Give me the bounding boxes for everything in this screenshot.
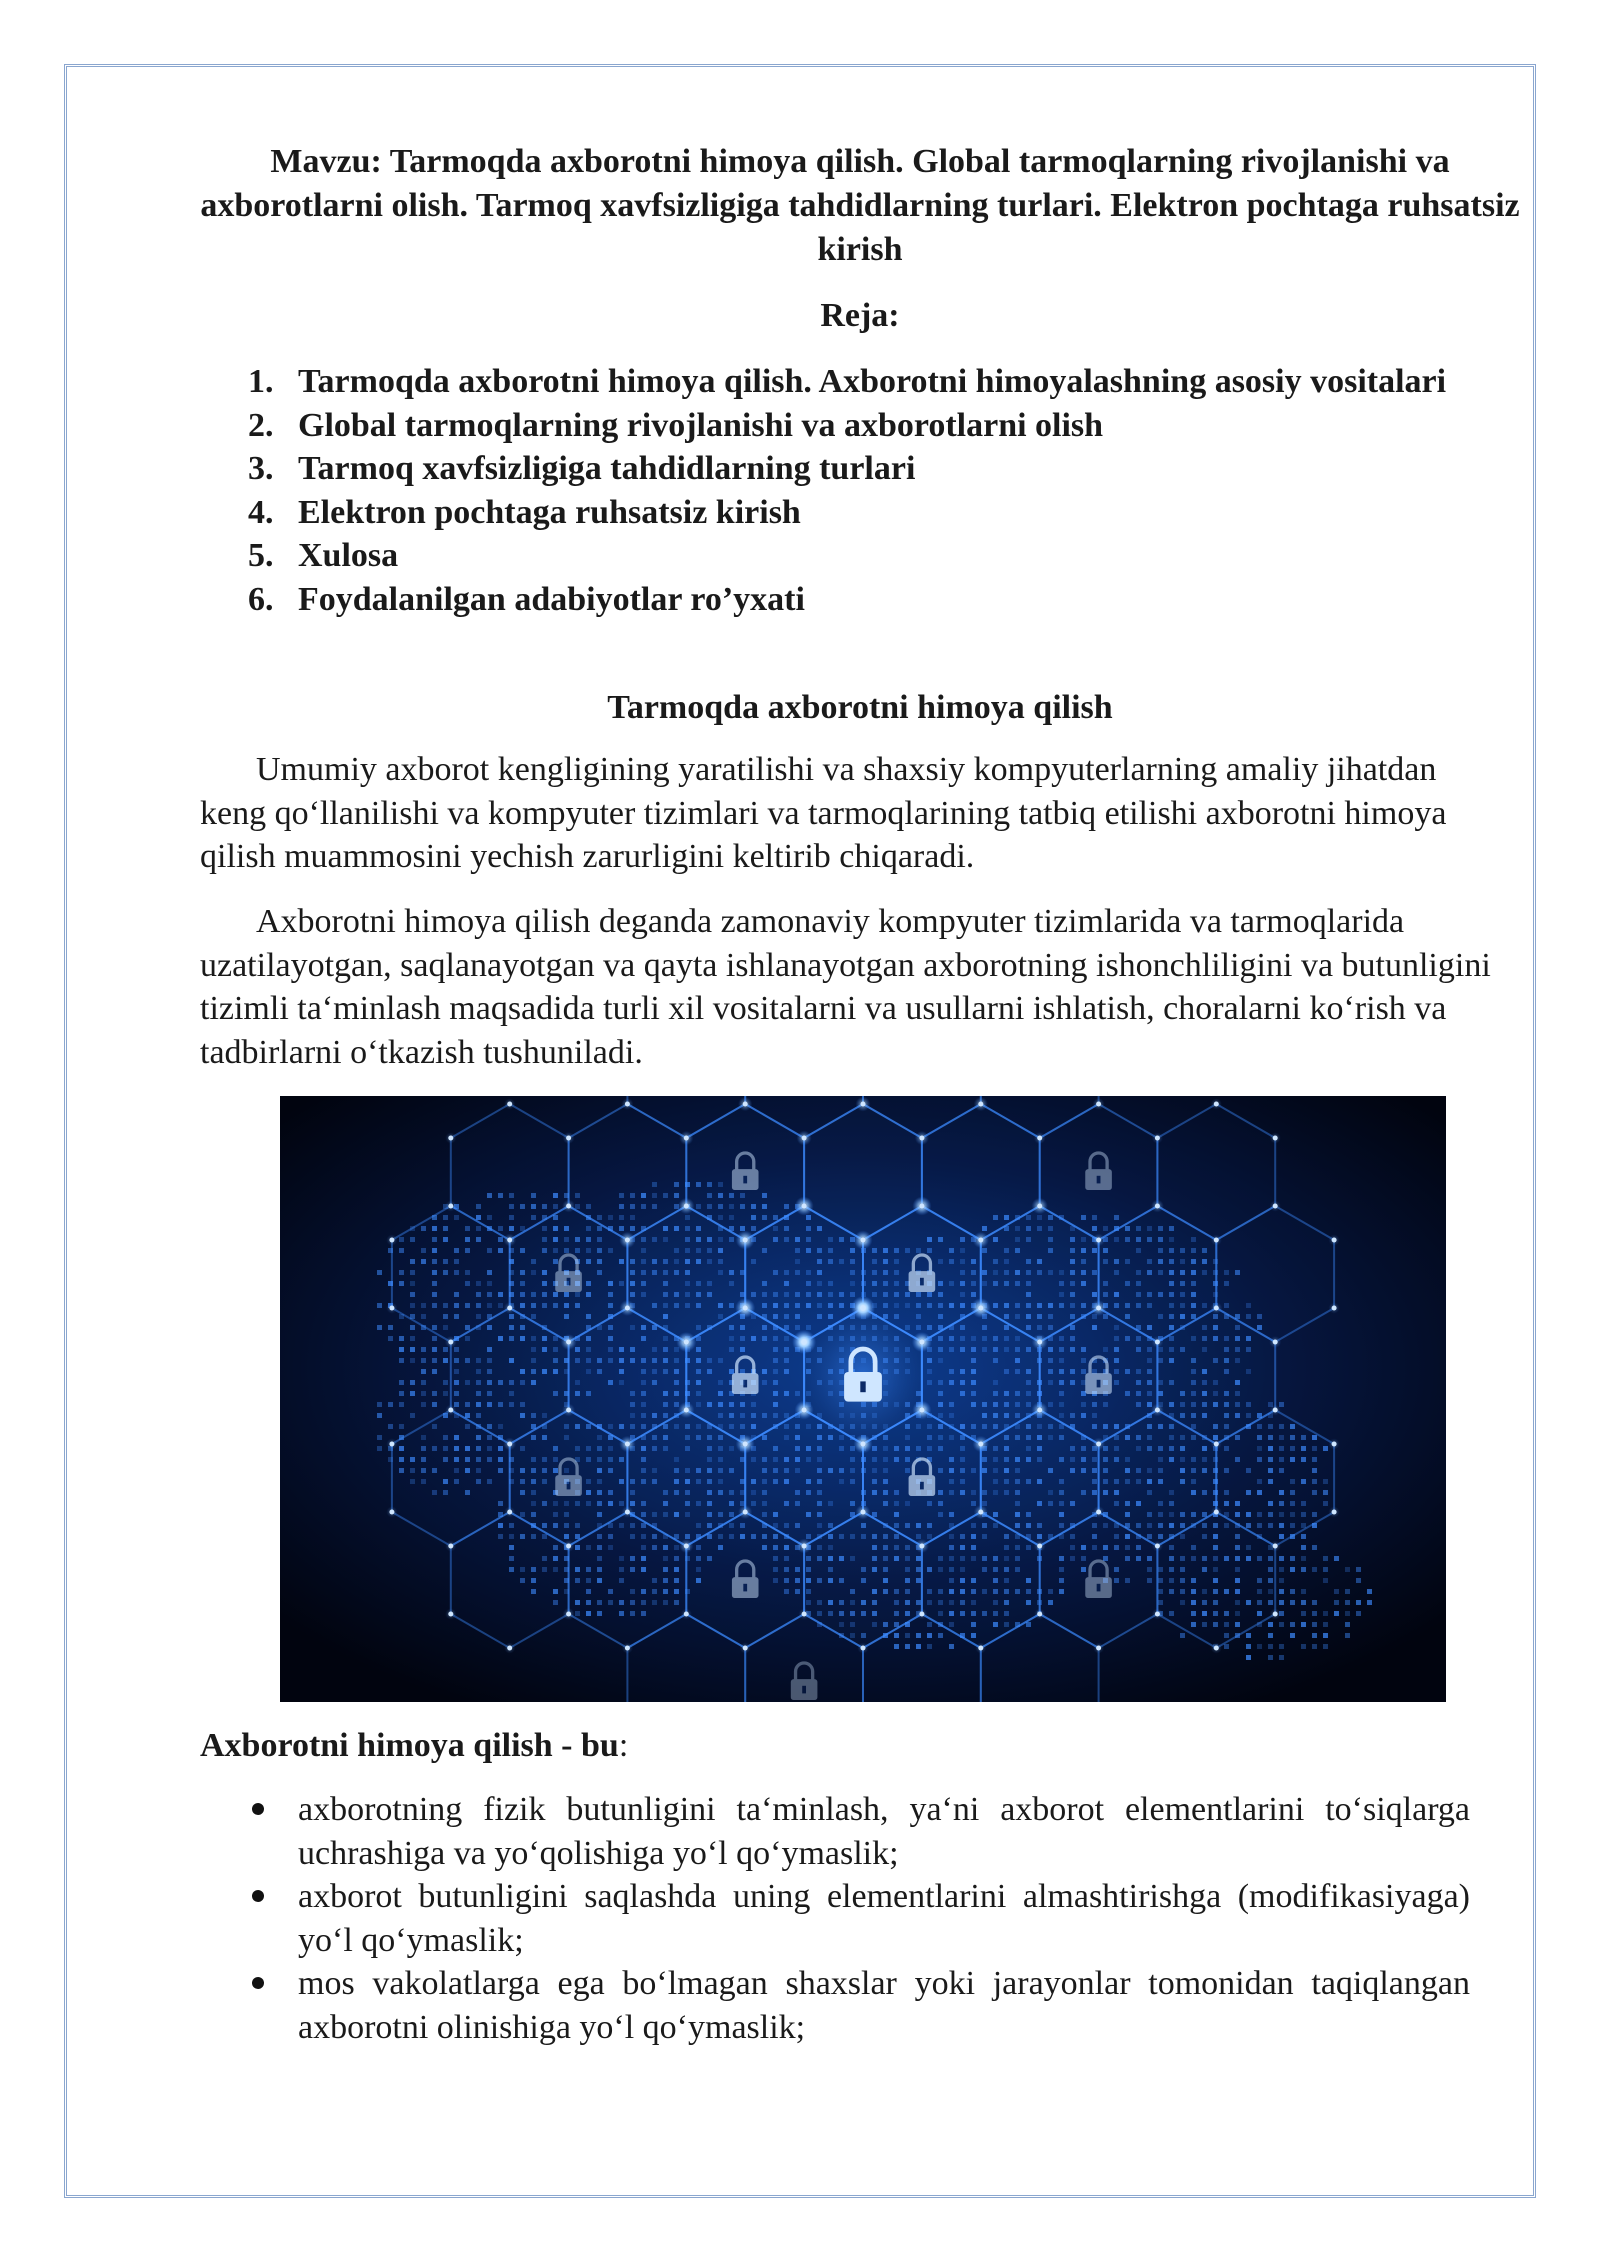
network-node xyxy=(684,1612,689,1617)
map-dot xyxy=(1301,1556,1306,1561)
network-node xyxy=(1155,1544,1160,1549)
network-node xyxy=(1096,1442,1101,1447)
plan-item-number: 2. xyxy=(248,406,274,444)
map-dot xyxy=(432,1336,437,1341)
map-dot xyxy=(1345,1567,1350,1572)
network-node xyxy=(1214,1306,1219,1311)
network-node xyxy=(919,1136,924,1141)
network-node xyxy=(861,1646,866,1651)
network-node xyxy=(566,1408,571,1413)
map-dot xyxy=(1279,1622,1284,1627)
network-node xyxy=(684,1340,689,1345)
map-dot xyxy=(443,1358,448,1363)
map-dot xyxy=(377,1325,382,1330)
map-dot xyxy=(443,1347,448,1352)
network-node xyxy=(448,1340,453,1345)
network-node xyxy=(448,1612,453,1617)
map-dot xyxy=(1268,1644,1273,1649)
map-dot xyxy=(1367,1589,1372,1594)
network-node xyxy=(1332,1306,1337,1311)
network-node xyxy=(1037,1408,1042,1413)
map-dot xyxy=(399,1347,404,1352)
list-item-text: axborotning fizik butunligini ta‘minlash, ya‘ni axborot elementlarini to‘siqlarga uchrashiga va yo‘qolishiga yo‘l qo‘ymaslik; xyxy=(298,1791,1470,1872)
map-dot xyxy=(1301,1567,1306,1572)
network-node xyxy=(1214,1510,1219,1515)
network-node xyxy=(625,1306,630,1311)
map-dot xyxy=(443,1380,448,1385)
network-node xyxy=(1155,1408,1160,1413)
network-node xyxy=(1273,1340,1278,1345)
network-node xyxy=(978,1238,983,1243)
map-dot xyxy=(1279,1644,1284,1649)
map-dot xyxy=(1224,1644,1229,1649)
map-dot xyxy=(1334,1556,1339,1561)
map-dot xyxy=(1312,1622,1317,1627)
map-dot xyxy=(410,1413,415,1418)
definition-list xyxy=(200,1788,1470,2049)
network-node xyxy=(978,1510,983,1515)
map-dot xyxy=(421,1402,426,1407)
map-dot xyxy=(1301,1611,1306,1616)
map-dot xyxy=(410,1380,415,1385)
network-node xyxy=(1273,1204,1278,1209)
map-dot xyxy=(410,1358,415,1363)
map-dot xyxy=(399,1391,404,1396)
network-node xyxy=(389,1238,394,1243)
network-node xyxy=(625,1646,630,1651)
network-node xyxy=(625,1510,630,1515)
map-dot xyxy=(410,1391,415,1396)
map-dot xyxy=(1301,1545,1306,1550)
map-dot xyxy=(410,1325,415,1330)
plan-item-number: 5. xyxy=(248,537,274,574)
map-dot xyxy=(1345,1589,1350,1594)
network-node xyxy=(743,1442,748,1447)
network-node xyxy=(625,1442,630,1447)
network-node xyxy=(978,1102,983,1107)
network-node xyxy=(1332,1510,1337,1515)
map-dot xyxy=(1290,1633,1295,1638)
plan-item-number: 6. xyxy=(248,580,274,618)
map-dot xyxy=(1301,1534,1306,1539)
map-dot xyxy=(421,1391,426,1396)
plan-item xyxy=(200,578,1480,622)
map-dot xyxy=(388,1402,393,1407)
map-dot xyxy=(1279,1556,1284,1561)
network-node xyxy=(1214,1442,1219,1447)
network-node xyxy=(448,1204,453,1209)
map-dot xyxy=(1356,1611,1361,1616)
map-dot xyxy=(377,1270,382,1275)
network-node xyxy=(389,1510,394,1515)
map-dot xyxy=(377,1303,382,1308)
map-dot xyxy=(1345,1622,1350,1627)
network-node xyxy=(566,1544,571,1549)
network-node xyxy=(1155,1136,1160,1141)
network-node xyxy=(743,1306,748,1311)
network-node xyxy=(389,1306,394,1311)
section-heading: Tarmoqda axborotni himoya qilish xyxy=(607,689,1113,726)
network-node xyxy=(1096,1102,1101,1107)
network-node xyxy=(802,1612,807,1617)
network-node xyxy=(743,1510,748,1515)
network-node xyxy=(919,1544,924,1549)
map-dot xyxy=(410,1347,415,1352)
map-dot xyxy=(443,1391,448,1396)
map-dot xyxy=(1323,1622,1328,1627)
plan-item xyxy=(200,404,1480,448)
network-node xyxy=(861,1510,866,1515)
plan-heading: Reja: xyxy=(820,297,900,334)
paragraph: Axborotni himoya qilish deganda zamonaviy kompyuter tizimlarida va tarmoqlarida uzatilayotgan, saqlanayotgan va qayta ishlanayotgan axborotning ishonchliligini va butunligini tizimli ta‘minlash maqsadida turli xil vositalarni va usullarni ishlatish, choralarni ko‘rish va tadbirlarni o‘tkazish tushuniladi. xyxy=(200,903,1491,1071)
map-dot xyxy=(1290,1600,1295,1605)
map-dot xyxy=(399,1336,404,1341)
network-node xyxy=(1096,1306,1101,1311)
map-dot xyxy=(1301,1644,1306,1649)
definition-colon: : xyxy=(618,1727,629,1764)
network-node xyxy=(507,1238,512,1243)
network-node xyxy=(919,1340,924,1345)
network-node xyxy=(625,1102,630,1107)
network-node xyxy=(802,1136,807,1141)
definition-heading-text: Axborotni himoya qilish - bu xyxy=(200,1727,619,1764)
map-dot xyxy=(1312,1545,1317,1550)
network-node xyxy=(448,1544,453,1549)
network-node xyxy=(978,1442,983,1447)
network-node xyxy=(919,1204,924,1209)
map-dot xyxy=(1279,1402,1284,1407)
network-node xyxy=(1214,1646,1219,1651)
map-dot xyxy=(1290,1622,1295,1627)
map-dot xyxy=(377,1446,382,1451)
map-dot xyxy=(1290,1556,1295,1561)
map-dot xyxy=(388,1336,393,1341)
map-dot xyxy=(1279,1600,1284,1605)
map-dot xyxy=(1356,1567,1361,1572)
network-node xyxy=(861,1442,866,1447)
list-item xyxy=(200,1875,1470,1962)
map-dot xyxy=(1323,1556,1328,1561)
network-node xyxy=(802,1204,807,1209)
map-dot xyxy=(1345,1633,1350,1638)
network-node xyxy=(1155,1204,1160,1209)
network-node xyxy=(802,1340,807,1345)
map-dot xyxy=(1323,1633,1328,1638)
map-dot xyxy=(1345,1611,1350,1616)
map-dot xyxy=(1312,1633,1317,1638)
network-node xyxy=(1332,1238,1337,1243)
list-item xyxy=(200,1788,1470,1875)
map-dot xyxy=(421,1358,426,1363)
network-node xyxy=(1273,1408,1278,1413)
network-node xyxy=(625,1238,630,1243)
plan-item-number: 4. xyxy=(248,493,274,531)
map-dot xyxy=(1312,1600,1317,1605)
cybersecurity-illustration xyxy=(280,1096,1446,1702)
map-dot xyxy=(421,1369,426,1374)
map-dot xyxy=(1301,1622,1306,1627)
network-node xyxy=(861,1238,866,1243)
map-dot xyxy=(1301,1589,1306,1594)
document-title: Mavzu: Tarmoqda axborotni himoya qilish. Global tarmoqlarning rivojlanishi va axborotlarni olish. Tarmoq xavfsizligiga tahdidlarning turlari. Elektron pochtaga ruhsatsiz kirish xyxy=(200,143,1520,268)
network-node xyxy=(1037,1612,1042,1617)
map-dot xyxy=(1246,1644,1251,1649)
network-node xyxy=(1332,1442,1337,1447)
plan-list xyxy=(200,360,1480,621)
network-node xyxy=(684,1204,689,1209)
map-dot xyxy=(1334,1589,1339,1594)
map-dot xyxy=(399,1358,404,1363)
map-dot xyxy=(1334,1611,1339,1616)
network-node xyxy=(861,1306,866,1311)
plan-item-text: Tarmoq xavfsizligiga tahdidlarning turlari xyxy=(298,450,916,487)
network-node xyxy=(684,1408,689,1413)
map-dot xyxy=(1356,1578,1361,1583)
map-dot xyxy=(432,1347,437,1352)
map-dot xyxy=(1356,1600,1361,1605)
map-dot xyxy=(421,1380,426,1385)
network-node xyxy=(566,1340,571,1345)
network-node xyxy=(978,1306,983,1311)
map-dot xyxy=(1180,1633,1185,1638)
map-dot xyxy=(1290,1567,1295,1572)
network-node xyxy=(507,1646,512,1651)
map-dot xyxy=(1279,1567,1284,1572)
network-node xyxy=(1037,1136,1042,1141)
map-dot xyxy=(1323,1644,1328,1649)
map-dot xyxy=(1268,1655,1273,1660)
map-dot xyxy=(1246,1655,1251,1660)
map-dot xyxy=(377,1402,382,1407)
network-node xyxy=(507,1510,512,1515)
plan-item-text: Global tarmoqlarning rivojlanishi va axborotlarni olish xyxy=(298,406,1104,444)
network-node xyxy=(743,1102,748,1107)
network-node xyxy=(1096,1238,1101,1243)
network-node xyxy=(448,1408,453,1413)
network-node xyxy=(861,1102,866,1107)
network-node xyxy=(1155,1340,1160,1345)
map-dot xyxy=(432,1369,437,1374)
map-dot xyxy=(1323,1567,1328,1572)
map-dot xyxy=(377,1435,382,1440)
plan-item-text: Tarmoqda axborotni himoya qilish. Axborotni himoyalashning asosiy vositalari xyxy=(298,363,1447,400)
map-dot xyxy=(1323,1578,1328,1583)
map-dot xyxy=(399,1424,404,1429)
map-dot xyxy=(1268,1622,1273,1627)
map-dot xyxy=(1334,1600,1339,1605)
list-item-text: mos vakolatlarga ega bo‘lmagan shaxslar yoki jarayonlar tomonidan taqiqlangan axborotni olinishiga yo‘l qo‘ymaslik; xyxy=(298,1965,1470,2046)
map-dot xyxy=(1312,1611,1317,1616)
network-node xyxy=(566,1612,571,1617)
network-node xyxy=(1273,1544,1278,1549)
network-node xyxy=(684,1544,689,1549)
map-dot xyxy=(1257,1644,1262,1649)
network-node xyxy=(684,1136,689,1141)
map-dot xyxy=(1345,1600,1350,1605)
map-dot xyxy=(399,1402,404,1407)
network-node xyxy=(1096,1510,1101,1515)
list-item xyxy=(200,1962,1470,2049)
network-node xyxy=(1214,1238,1219,1243)
map-dot xyxy=(432,1391,437,1396)
network-node xyxy=(566,1204,571,1209)
map-dot xyxy=(1246,1633,1251,1638)
map-dot xyxy=(1268,1633,1273,1638)
network-lock-graphic xyxy=(280,1096,1446,1702)
map-dot xyxy=(432,1402,437,1407)
map-dot xyxy=(399,1380,404,1385)
map-dot xyxy=(421,1347,426,1352)
map-dot xyxy=(1312,1644,1317,1649)
map-dot xyxy=(1323,1611,1328,1616)
network-node xyxy=(1037,1544,1042,1549)
map-dot xyxy=(1279,1578,1284,1583)
map-dot xyxy=(388,1325,393,1330)
network-node xyxy=(389,1442,394,1447)
plan-item xyxy=(200,447,1480,491)
network-node xyxy=(1096,1646,1101,1651)
paragraph: Umumiy axborot kengligining yaratilishi va shaxsiy kompyuterlarning amaliy jihatdan keng qo‘llanilishi va kompyuter tizimlari va tarmoqlarining tatbiq etilishi axborotni himoya qilish muammosini yechish zarurligini keltirib chiqaradi. xyxy=(200,751,1447,875)
network-node xyxy=(919,1612,924,1617)
map-dot xyxy=(388,1424,393,1429)
bullet-icon xyxy=(252,1803,264,1815)
plan-item xyxy=(200,534,1480,578)
map-dot xyxy=(432,1358,437,1363)
plan-item-number: 1. xyxy=(248,363,274,400)
network-node xyxy=(507,1306,512,1311)
map-dot xyxy=(377,1413,382,1418)
network-node xyxy=(566,1136,571,1141)
network-node xyxy=(1214,1102,1219,1107)
network-node xyxy=(978,1646,983,1651)
bullet-icon xyxy=(252,1890,264,1902)
map-dot xyxy=(1290,1589,1295,1594)
map-dot xyxy=(1279,1655,1284,1660)
plan-item-number: 3. xyxy=(248,450,274,487)
plan-item-text: Elektron pochtaga ruhsatsiz kirish xyxy=(298,493,801,531)
plan-item-text: Foydalanilgan adabiyotlar ro’yxati xyxy=(298,580,805,618)
bullet-icon xyxy=(252,1977,264,1989)
map-dot xyxy=(1312,1567,1317,1572)
network-node xyxy=(1273,1612,1278,1617)
network-node xyxy=(802,1544,807,1549)
network-node xyxy=(1037,1204,1042,1209)
network-node xyxy=(743,1646,748,1651)
network-node xyxy=(1155,1612,1160,1617)
definition-heading xyxy=(200,1724,628,1768)
network-node xyxy=(919,1408,924,1413)
list-item-text: axborot butunligini saqlashda uning elementlarini almashtirishga (modifikasiyaga) yo‘l qo‘ymaslik; xyxy=(298,1878,1470,1959)
plan-item xyxy=(200,491,1480,535)
network-node xyxy=(507,1442,512,1447)
map-dot xyxy=(410,1336,415,1341)
map-dot xyxy=(1279,1589,1284,1594)
map-dot xyxy=(1301,1600,1306,1605)
network-node xyxy=(448,1136,453,1141)
network-node xyxy=(1037,1340,1042,1345)
plan-item xyxy=(200,360,1480,404)
map-dot xyxy=(1367,1600,1372,1605)
plan-item-text: Xulosa xyxy=(298,537,399,574)
network-node xyxy=(802,1408,807,1413)
network-node xyxy=(743,1238,748,1243)
network-node xyxy=(507,1102,512,1107)
network-node xyxy=(1273,1136,1278,1141)
